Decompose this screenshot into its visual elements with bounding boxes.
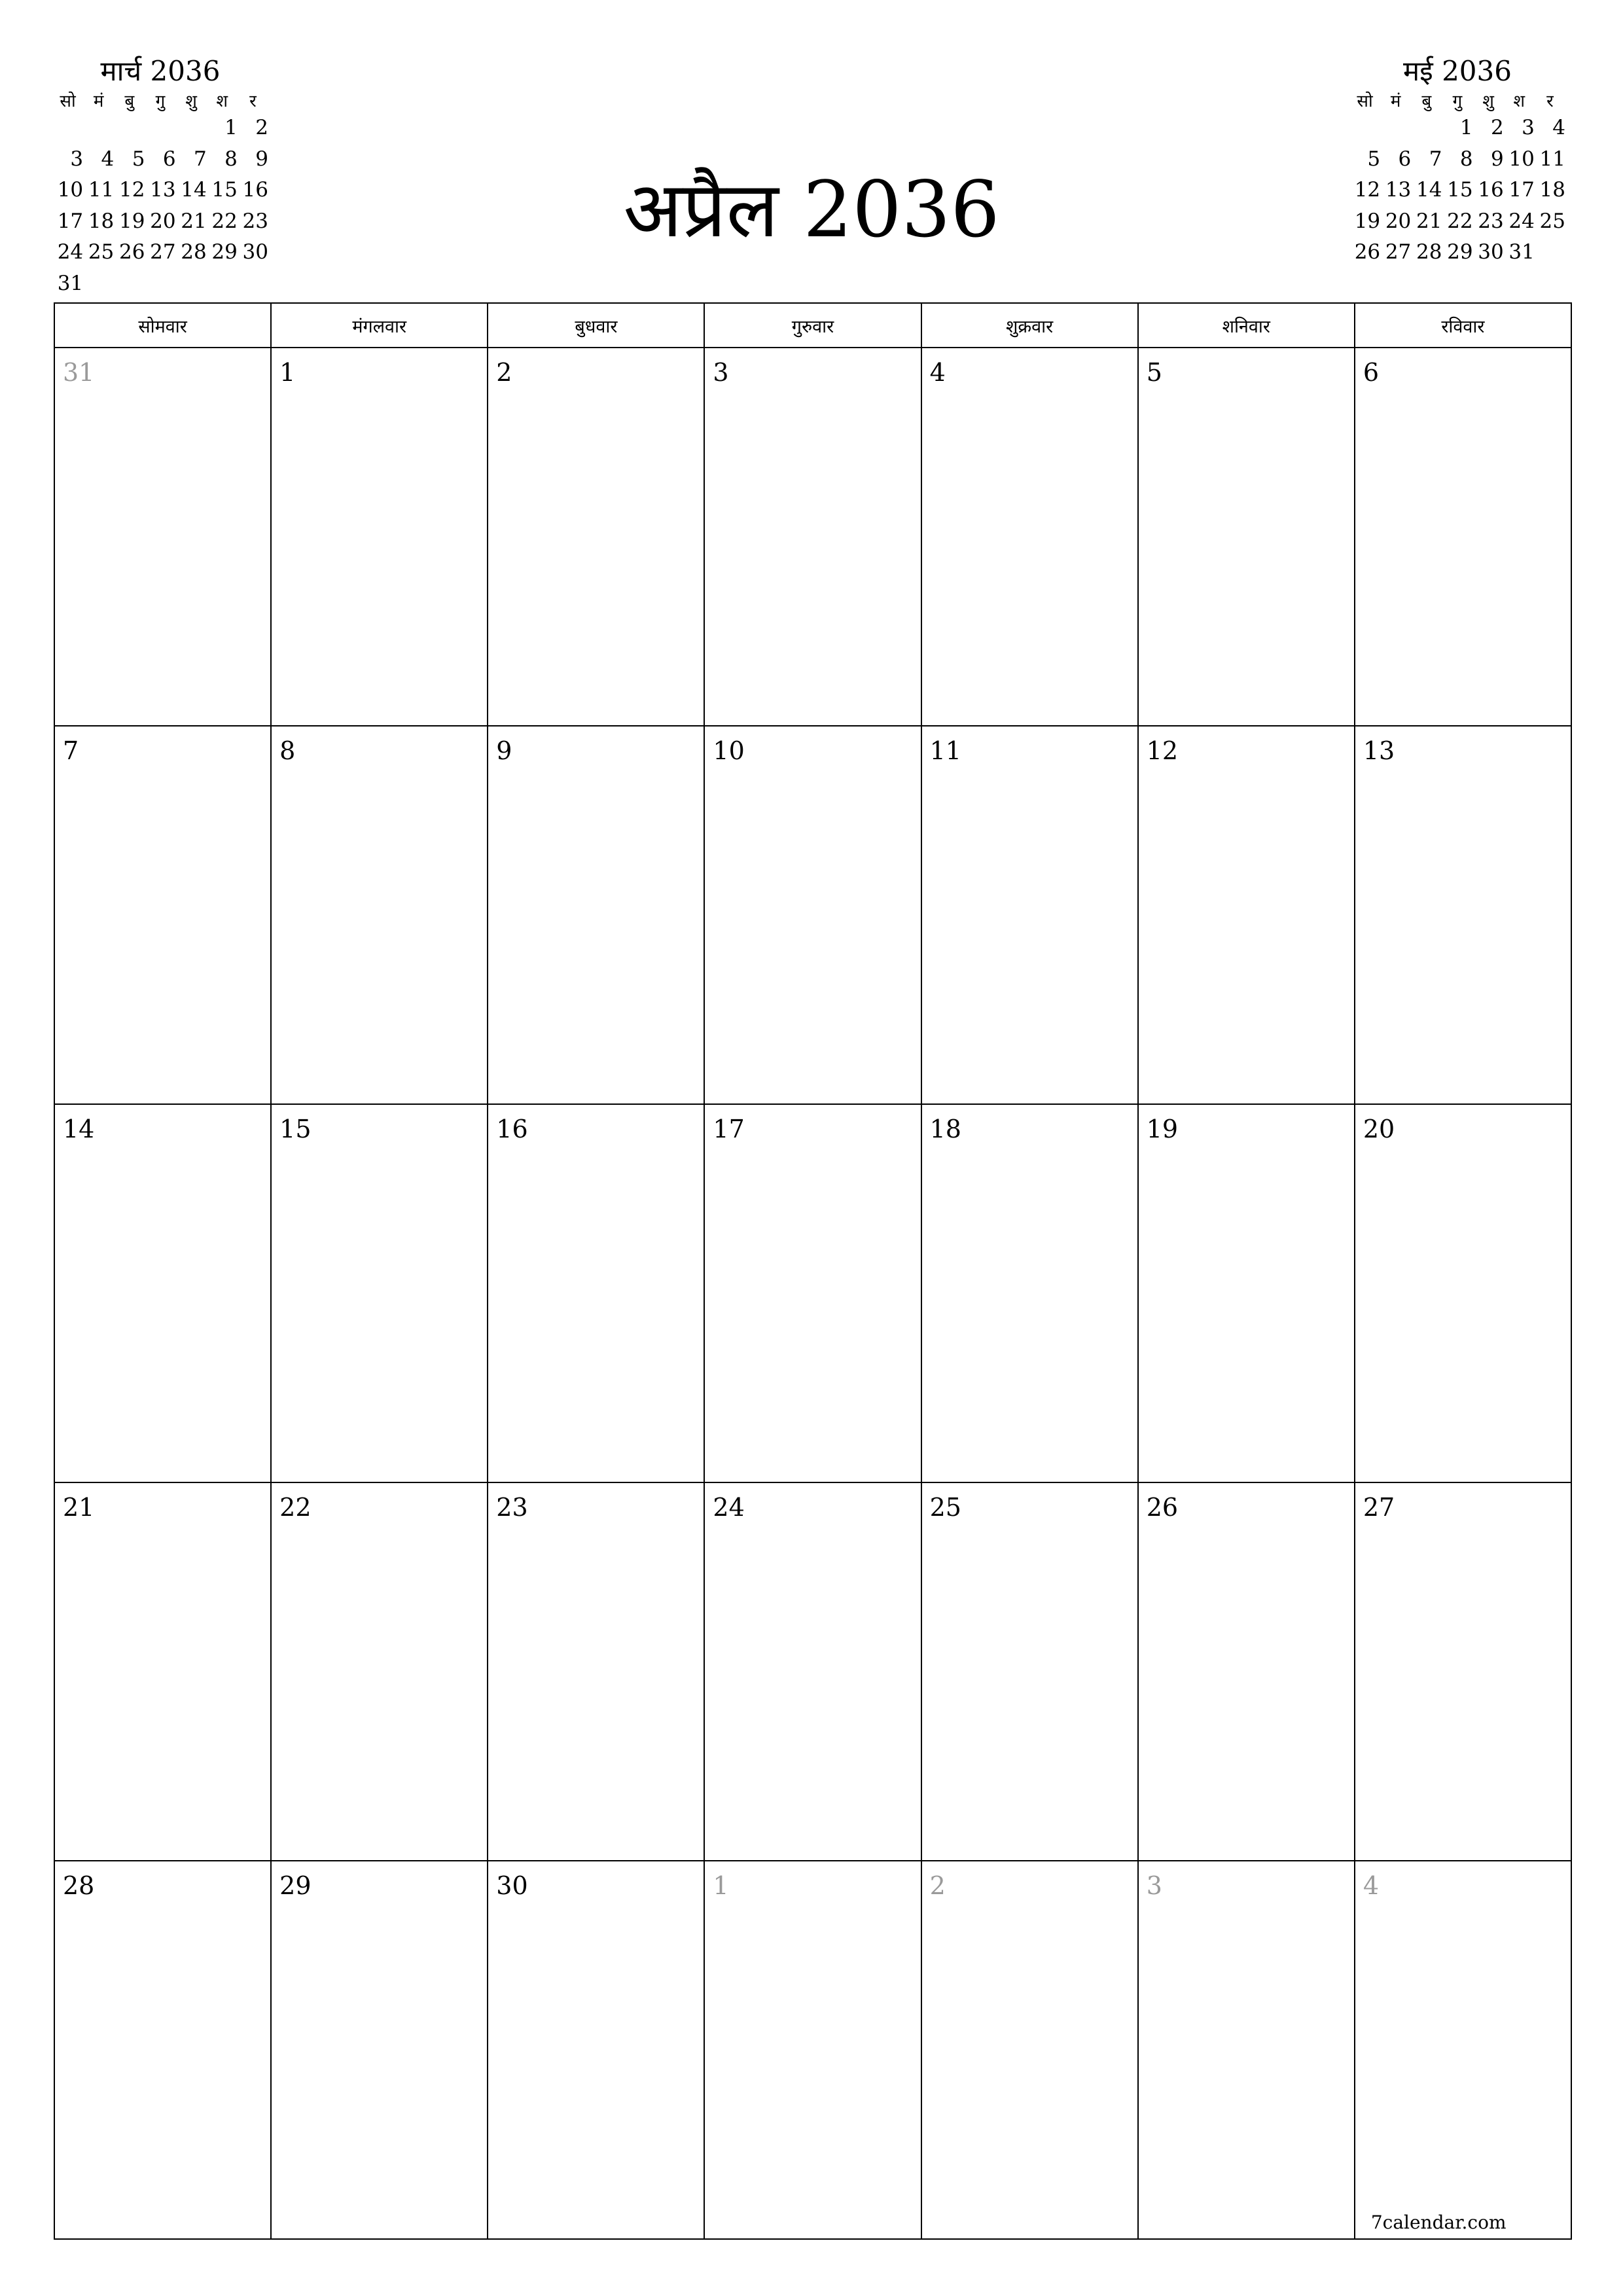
mini-weekday-label: शु — [185, 92, 197, 111]
day-number: 17 — [713, 1115, 745, 1143]
mini-day: 30 — [1478, 240, 1504, 264]
day-number: 2 — [496, 358, 512, 387]
mini-day — [52, 113, 83, 144]
day-number: 28 — [63, 1871, 95, 1900]
mini-day: 19 — [118, 209, 145, 233]
weekday-header-row — [54, 303, 1571, 348]
mini-day: 22 — [211, 209, 238, 233]
mini-day: 8 — [224, 147, 238, 171]
day-cell[interactable] — [1355, 726, 1571, 1104]
day-number: 20 — [1363, 1115, 1395, 1143]
mini-day: 29 — [1447, 240, 1473, 264]
mini-day: 7 — [193, 147, 207, 171]
day-number: 16 — [496, 1115, 528, 1143]
mini-day: 24 — [57, 240, 84, 264]
day-number: 6 — [1363, 358, 1380, 387]
day-cell[interactable] — [54, 1104, 271, 1482]
mini-day: 4 — [101, 147, 115, 171]
day-number: 5 — [1146, 358, 1162, 387]
mini-week-row — [52, 237, 268, 268]
mini-day — [114, 113, 145, 144]
mini-day: 26 — [118, 240, 145, 264]
mini-day: 23 — [242, 209, 268, 233]
mini-day: 12 — [118, 178, 145, 202]
day-cell[interactable] — [1355, 1861, 1571, 2239]
mini-day: 1 — [224, 116, 238, 139]
mini-day: 28 — [181, 240, 207, 264]
day-cell[interactable] — [54, 1482, 271, 1861]
day-cell[interactable] — [488, 1104, 704, 1482]
mini-day: 31 — [57, 271, 84, 295]
day-number: 8 — [279, 736, 296, 765]
day-cell[interactable] — [1138, 726, 1355, 1104]
mini-day: 14 — [181, 178, 207, 202]
day-cell[interactable] — [271, 1104, 488, 1482]
mini-day: 29 — [211, 240, 238, 264]
day-cell[interactable] — [271, 726, 488, 1104]
week-row — [54, 1104, 1571, 1482]
day-number: 27 — [1363, 1493, 1395, 1522]
mini-calendar-title: मई 2036 — [1403, 55, 1512, 87]
mini-weekday-row — [52, 90, 268, 113]
day-cell[interactable] — [54, 348, 271, 726]
mini-day — [238, 268, 268, 300]
mini-day: 12 — [1354, 178, 1381, 202]
mini-weekday-label: मं — [93, 92, 104, 111]
weekday-header: शनिवार — [1138, 303, 1355, 348]
mini-day: 5 — [132, 147, 145, 171]
mini-week-row — [52, 268, 268, 300]
mini-day: 25 — [1539, 209, 1565, 233]
weekday-header: गुरुवार — [704, 303, 921, 348]
day-cell[interactable] — [488, 1861, 704, 2239]
week-row — [54, 348, 1571, 726]
mini-day: 23 — [1478, 209, 1504, 233]
mini-day — [207, 268, 238, 300]
day-cell[interactable] — [1138, 1861, 1355, 2239]
mini-day: 18 — [88, 209, 115, 233]
month-grid — [54, 302, 1572, 2240]
day-number: 26 — [1146, 1493, 1179, 1522]
weekday-header: रविवार — [1355, 303, 1571, 348]
day-cell[interactable] — [1138, 348, 1355, 726]
weekday-header: शुक्रवार — [921, 303, 1138, 348]
mini-day: 25 — [88, 240, 115, 264]
mini-day: 14 — [1416, 178, 1442, 202]
day-cell[interactable] — [1138, 1482, 1355, 1861]
mini-weekday-label: शु — [1482, 92, 1494, 111]
mini-day: 5 — [1367, 147, 1381, 171]
day-number: 13 — [1363, 736, 1395, 765]
mini-day: 3 — [1522, 116, 1535, 139]
mini-day: 8 — [1459, 147, 1473, 171]
day-number: 15 — [279, 1115, 312, 1143]
day-number: 18 — [929, 1115, 961, 1143]
mini-day: 16 — [242, 178, 268, 202]
mini-calendar-next-month — [1349, 52, 1565, 268]
day-number: 7 — [63, 736, 79, 765]
day-cell[interactable] — [1355, 348, 1571, 726]
day-number: 10 — [713, 736, 745, 765]
mini-day: 22 — [1447, 209, 1473, 233]
day-number-outside-month: 31 — [63, 358, 95, 387]
mini-weekday-label: बु — [124, 92, 135, 111]
mini-day: 30 — [242, 240, 268, 264]
mini-day — [83, 268, 114, 300]
day-cell[interactable] — [921, 1104, 1138, 1482]
mini-weekday-label: श — [216, 92, 228, 111]
mini-day: 2 — [255, 116, 268, 139]
mini-day — [145, 113, 175, 144]
day-number: 1 — [279, 358, 296, 387]
mini-weekday-label: गु — [1452, 92, 1463, 111]
mini-day: 13 — [150, 178, 176, 202]
mini-day: 7 — [1429, 147, 1442, 171]
mini-day: 15 — [211, 178, 238, 202]
day-number: 12 — [1146, 736, 1179, 765]
day-number: 24 — [713, 1493, 745, 1522]
mini-day: 21 — [1416, 209, 1442, 233]
day-number-outside-month: 1 — [713, 1871, 729, 1900]
mini-day: 21 — [181, 209, 207, 233]
day-cell[interactable] — [704, 726, 921, 1104]
weekday-header: बुधवार — [488, 303, 704, 348]
mini-day — [176, 113, 207, 144]
week-row — [54, 1861, 1571, 2239]
mini-weekday-label: बु — [1421, 92, 1432, 111]
mini-day — [83, 113, 114, 144]
mini-weekday-row — [1349, 90, 1565, 113]
day-cell[interactable] — [921, 1861, 1138, 2239]
mini-day: 13 — [1385, 178, 1412, 202]
mini-day: 11 — [88, 178, 115, 202]
mini-day — [1535, 237, 1565, 268]
page-title: अप्रैल 2036 — [623, 164, 1000, 255]
mini-day — [176, 268, 207, 300]
day-number: 25 — [929, 1493, 961, 1522]
mini-weekday-label: सो — [60, 92, 76, 111]
mini-day — [1380, 113, 1411, 144]
day-cell[interactable] — [271, 1482, 488, 1861]
day-number: 3 — [713, 358, 729, 387]
day-cell[interactable] — [271, 348, 488, 726]
mini-day: 10 — [57, 178, 84, 202]
mini-day: 1 — [1459, 116, 1473, 139]
day-cell[interactable] — [1355, 1482, 1571, 1861]
day-cell[interactable] — [704, 1482, 921, 1861]
mini-day: 4 — [1552, 116, 1565, 139]
mini-calendar-previous-month — [52, 52, 268, 299]
mini-day: 31 — [1508, 240, 1535, 264]
mini-day: 11 — [1539, 147, 1565, 171]
day-number: 22 — [279, 1493, 312, 1522]
mini-day — [1411, 113, 1442, 144]
mini-day: 6 — [162, 147, 176, 171]
day-cell[interactable] — [271, 1861, 488, 2239]
mini-day: 17 — [1508, 178, 1535, 202]
day-cell[interactable] — [704, 1861, 921, 2239]
day-cell[interactable] — [54, 1861, 271, 2239]
mini-weekday-label: श — [1513, 92, 1525, 111]
day-cell[interactable] — [704, 348, 921, 726]
day-number: 19 — [1146, 1115, 1179, 1143]
mini-day: 20 — [1385, 209, 1412, 233]
mini-week-row — [52, 175, 268, 206]
mini-day — [1349, 113, 1380, 144]
day-number: 21 — [63, 1493, 95, 1522]
mini-day: 26 — [1354, 240, 1381, 264]
mini-day: 2 — [1490, 116, 1504, 139]
week-row — [54, 726, 1571, 1104]
mini-day: 16 — [1478, 178, 1504, 202]
mini-day: 9 — [1490, 147, 1504, 171]
mini-day: 17 — [57, 209, 84, 233]
day-number-outside-month: 4 — [1363, 1871, 1380, 1900]
weekday-header: सोमवार — [54, 303, 271, 348]
mini-week-row — [1349, 144, 1565, 175]
mini-day — [145, 268, 175, 300]
day-cell[interactable] — [921, 726, 1138, 1104]
day-number: 14 — [63, 1115, 95, 1143]
mini-calendar-table — [52, 90, 268, 299]
day-cell[interactable] — [54, 726, 271, 1104]
day-cell[interactable] — [921, 1482, 1138, 1861]
day-number: 29 — [279, 1871, 312, 1900]
mini-day: 27 — [150, 240, 176, 264]
day-cell[interactable] — [488, 726, 704, 1104]
mini-day: 15 — [1447, 178, 1473, 202]
day-number-outside-month: 2 — [929, 1871, 946, 1900]
day-number: 4 — [929, 358, 946, 387]
mini-week-row — [1349, 113, 1565, 144]
day-cell[interactable] — [921, 348, 1138, 726]
day-cell[interactable] — [488, 1482, 704, 1861]
mini-week-row — [1349, 175, 1565, 206]
mini-day: 24 — [1508, 209, 1535, 233]
day-number: 23 — [496, 1493, 528, 1522]
day-cell[interactable] — [488, 348, 704, 726]
mini-weekday-label: र — [249, 92, 257, 111]
mini-day: 18 — [1539, 178, 1565, 202]
day-number: 30 — [496, 1871, 528, 1900]
day-cell[interactable] — [1138, 1104, 1355, 1482]
weekday-header: मंगलवार — [271, 303, 488, 348]
mini-day — [114, 268, 145, 300]
mini-week-row — [52, 206, 268, 238]
day-cell[interactable] — [1355, 1104, 1571, 1482]
mini-day: 3 — [70, 147, 84, 171]
day-number-outside-month: 3 — [1146, 1871, 1162, 1900]
mini-day: 20 — [150, 209, 176, 233]
mini-calendar-table — [1349, 90, 1565, 268]
mini-week-row — [52, 113, 268, 144]
week-row — [54, 1482, 1571, 1861]
day-number: 11 — [929, 736, 961, 765]
mini-weekday-label: सो — [1357, 92, 1373, 111]
mini-day: 19 — [1354, 209, 1381, 233]
mini-day: 6 — [1398, 147, 1412, 171]
day-cell[interactable] — [704, 1104, 921, 1482]
mini-calendar-title: मार्च 2036 — [100, 55, 221, 87]
mini-day: 10 — [1508, 147, 1535, 171]
mini-weekday-label: गु — [155, 92, 166, 111]
mini-week-row — [1349, 237, 1565, 268]
mini-weekday-label: र — [1546, 92, 1554, 111]
mini-day: 28 — [1416, 240, 1442, 264]
mini-week-row — [1349, 206, 1565, 238]
day-number: 9 — [496, 736, 512, 765]
mini-weekday-label: मं — [1390, 92, 1401, 111]
mini-day: 27 — [1385, 240, 1412, 264]
mini-week-row — [52, 144, 268, 175]
mini-day: 9 — [255, 147, 268, 171]
footer-credit: 7calendar.com — [1370, 2212, 1507, 2233]
